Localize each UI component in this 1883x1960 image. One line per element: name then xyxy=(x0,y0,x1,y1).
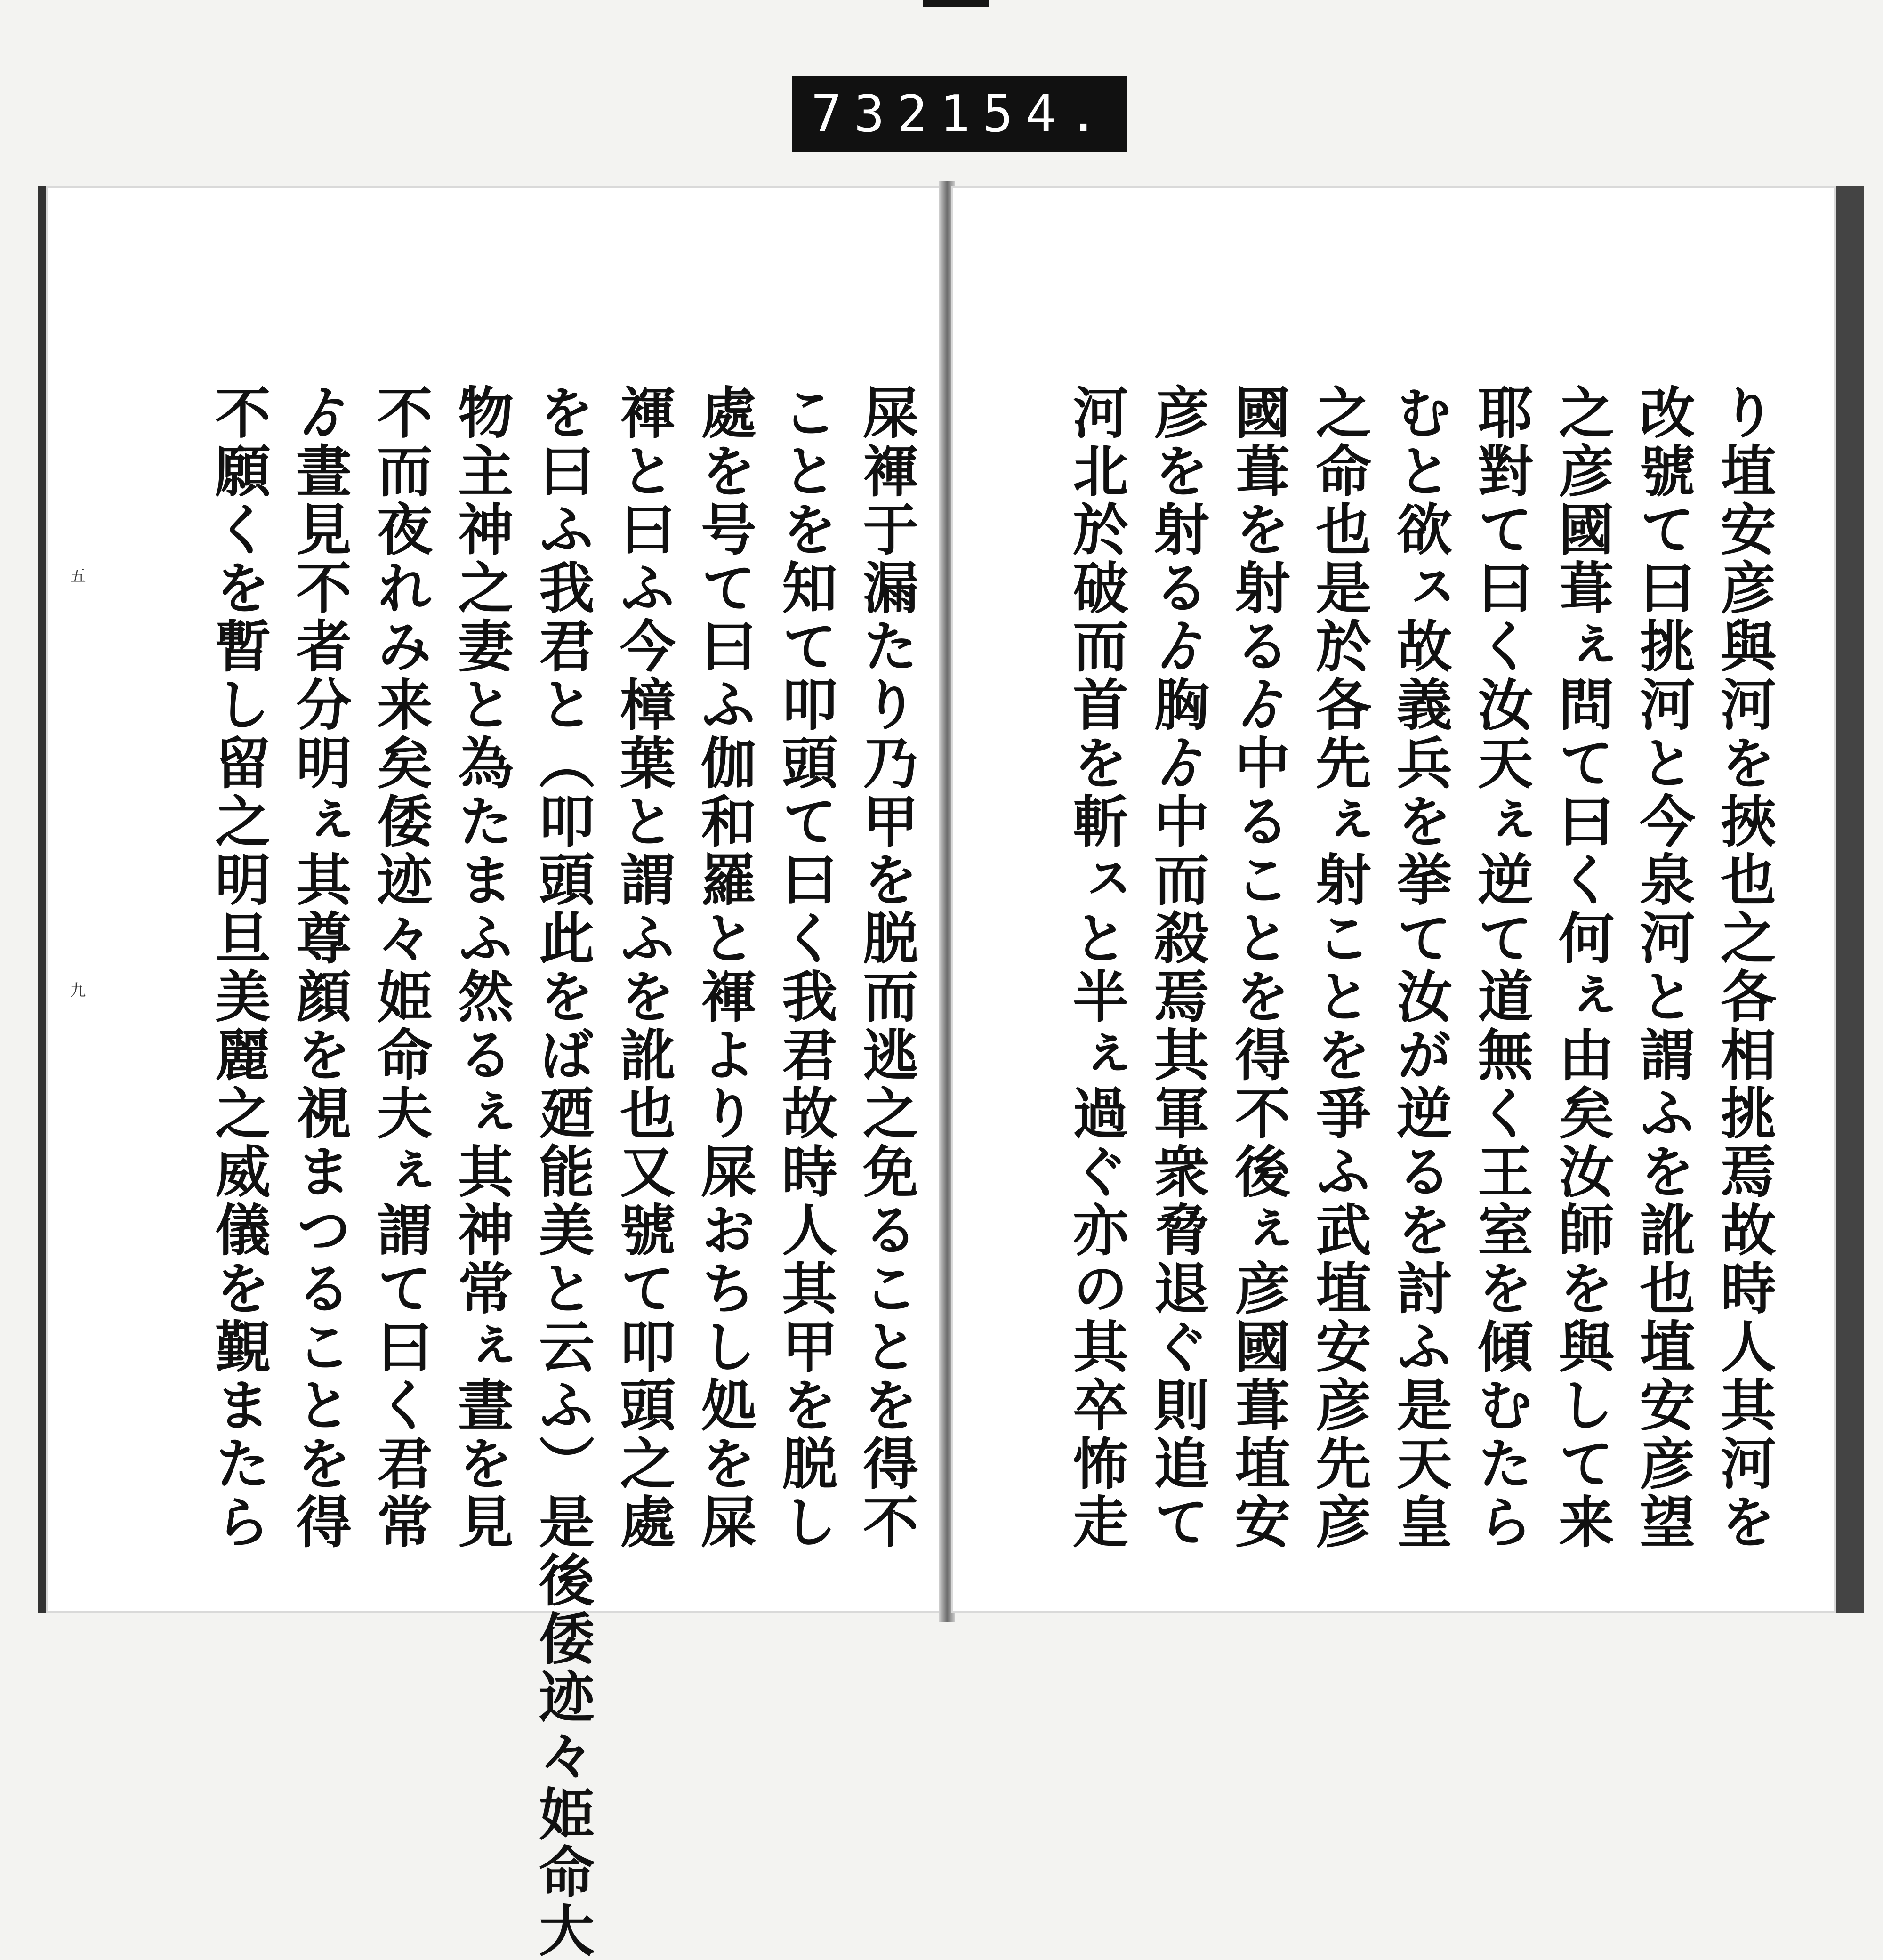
text-column: 耶對て曰く汝天ぇ逆て道無く王室を傾むたら xyxy=(1468,384,1534,1551)
text-column: 彦を射るゟ胸ゟ中而殺焉其軍衆脅退ぐ則追て xyxy=(1144,384,1210,1551)
text-column: り埴安彦與河を挾也之各相挑焉故時人其河を xyxy=(1711,384,1777,1551)
catalog-number-left: 732 xyxy=(811,84,940,144)
text-column: 之彦國葺ぇ問て曰く何ぇ由矣汝師を與して来 xyxy=(1549,384,1615,1551)
open-book xyxy=(26,181,1883,1960)
text-column: 屎褌于漏たり乃甲を脱而逃之免ることを得不 xyxy=(853,384,919,1551)
text-column: ことを知て叩頭て曰く我君故時人其甲を脱し xyxy=(773,384,838,1551)
right-page-text xyxy=(1064,384,1784,1570)
text-column: 之命也是於各先ぇ射ことを爭ふ武埴安彦先彦 xyxy=(1306,384,1372,1551)
left-page-text xyxy=(126,384,926,1960)
catalog-number-right: 154. xyxy=(940,84,1111,144)
text-column: 物主神之妻と為たまふ然るぇ其神常ぇ晝を見 xyxy=(449,384,514,1551)
margin-mark-1: 五 xyxy=(67,567,86,583)
text-column: 不願くを暫し留之明旦美麗之威儀を覲またら xyxy=(206,384,271,1551)
text-column: 國葺を射るゟ中ることを得不後ぇ彦國葺埴安 xyxy=(1225,384,1291,1551)
text-column: を曰ふ我君と（叩頭此をば廼能美と云ふ）是後倭迹々姫命大 xyxy=(530,384,595,1960)
text-column: 改號て曰挑河と今泉河と謂ふを訛也埴安彦望 xyxy=(1630,384,1696,1551)
text-column: 處を号て曰ふ伽和羅と褌より屎おちし処を屎 xyxy=(692,384,757,1551)
margin-mark-2: 九 xyxy=(67,982,86,998)
text-column: むと欲ㇲ故義兵を挙て汝が逆るを討ふ是天皇 xyxy=(1387,384,1453,1551)
left-page xyxy=(38,186,950,1960)
text-column: 不而夜れみ来矣倭迹々姫命夫ぇ謂て曰く君常 xyxy=(368,384,433,1551)
text-column: 河北於破而首を斬ㇲと半ぇ過ぐ亦の其卒怖走 xyxy=(1063,384,1129,1551)
scan-top-mark xyxy=(923,0,989,7)
catalog-label xyxy=(792,76,1127,152)
right-page xyxy=(951,186,1864,1613)
text-column: 褌と曰ふ今樟葉と謂ふを訛也又號て叩頭之處 xyxy=(611,384,676,1551)
text-column: ゟ晝見不者分明ぇ其尊顔を視まつることを得 xyxy=(287,384,352,1551)
